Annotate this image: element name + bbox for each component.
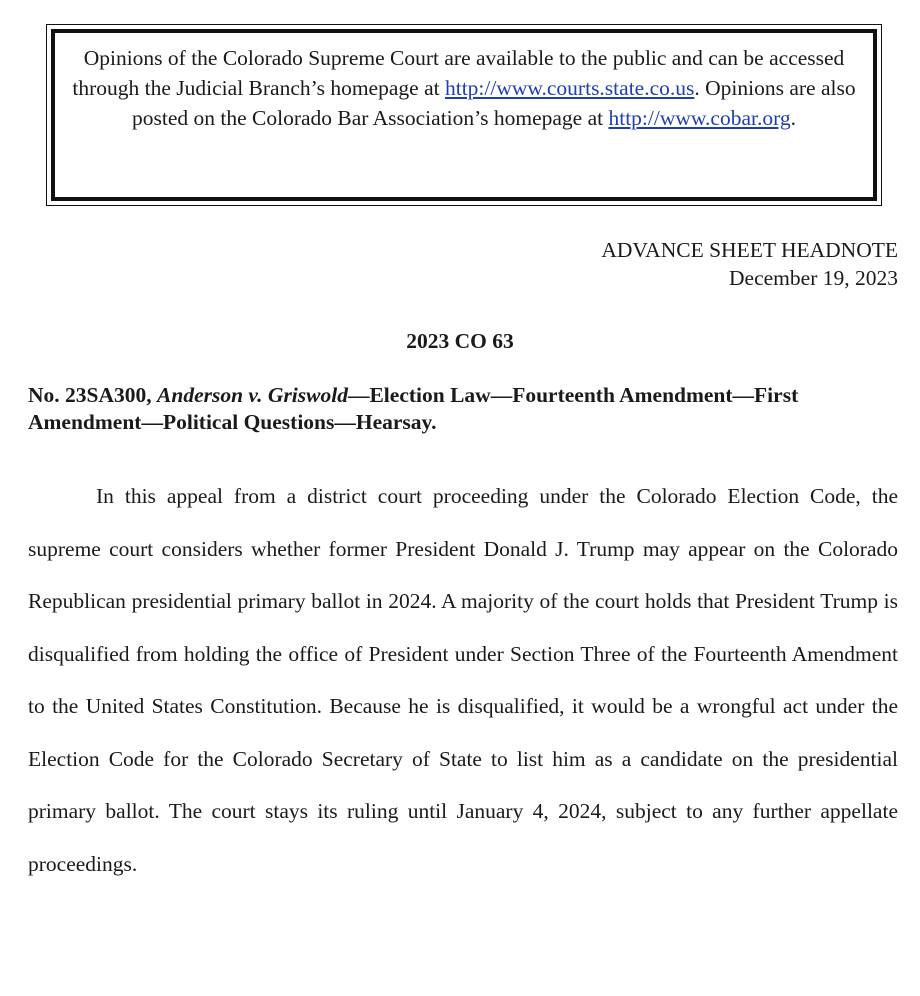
case-topics: —Election Law—Fourteenth Amendment—First Amendment—Political Questions—Hearsay. [28,383,799,434]
notice-box [46,24,882,206]
notice-text-part3: . [790,106,796,130]
case-caption [28,382,898,436]
headnote-block [601,236,898,292]
notice-text-part2: . Opinions are also posted on the Colorado Bar Association’s homepage at [131,76,856,130]
case-number: No. 23SA300, [28,383,158,407]
notice-text-part1: Opinions of the Colorado Supreme Court are available to the public and can be accessed through the Judicial Branch’s homepage at [72,46,845,100]
notice-text [51,29,877,201]
courts-link[interactable]: http://www.courts.state.co.us [444,76,695,100]
headnote-summary: In this appeal from a district court proceeding under the Colorado Election Code, the supreme court considers whether former President Donald J. Trump may appear on the Colorado Republican presidential primary ballot in 2024. A majority of the court holds that President Trump is disqualified from holding the office of President under Section Three of the Fourteenth Amendment to the United States Constitution. Because he is disqualified, it would be a wrongful act under the Election Code for the Colorado Secretary of State to list him as a candidate on the presidential primary ballot. The court stays its ruling until January 4, 2024, subject to any further appellate proceedings. [28,484,898,876]
headnote-date: December 19, 2023 [729,266,898,290]
headnote-title: ADVANCE SHEET HEADNOTE [601,238,898,262]
case-name: Anderson v. Griswold [157,383,348,407]
cobar-link[interactable]: http://www.cobar.org [608,106,791,130]
case-citation: 2023 CO 63 [406,329,514,353]
